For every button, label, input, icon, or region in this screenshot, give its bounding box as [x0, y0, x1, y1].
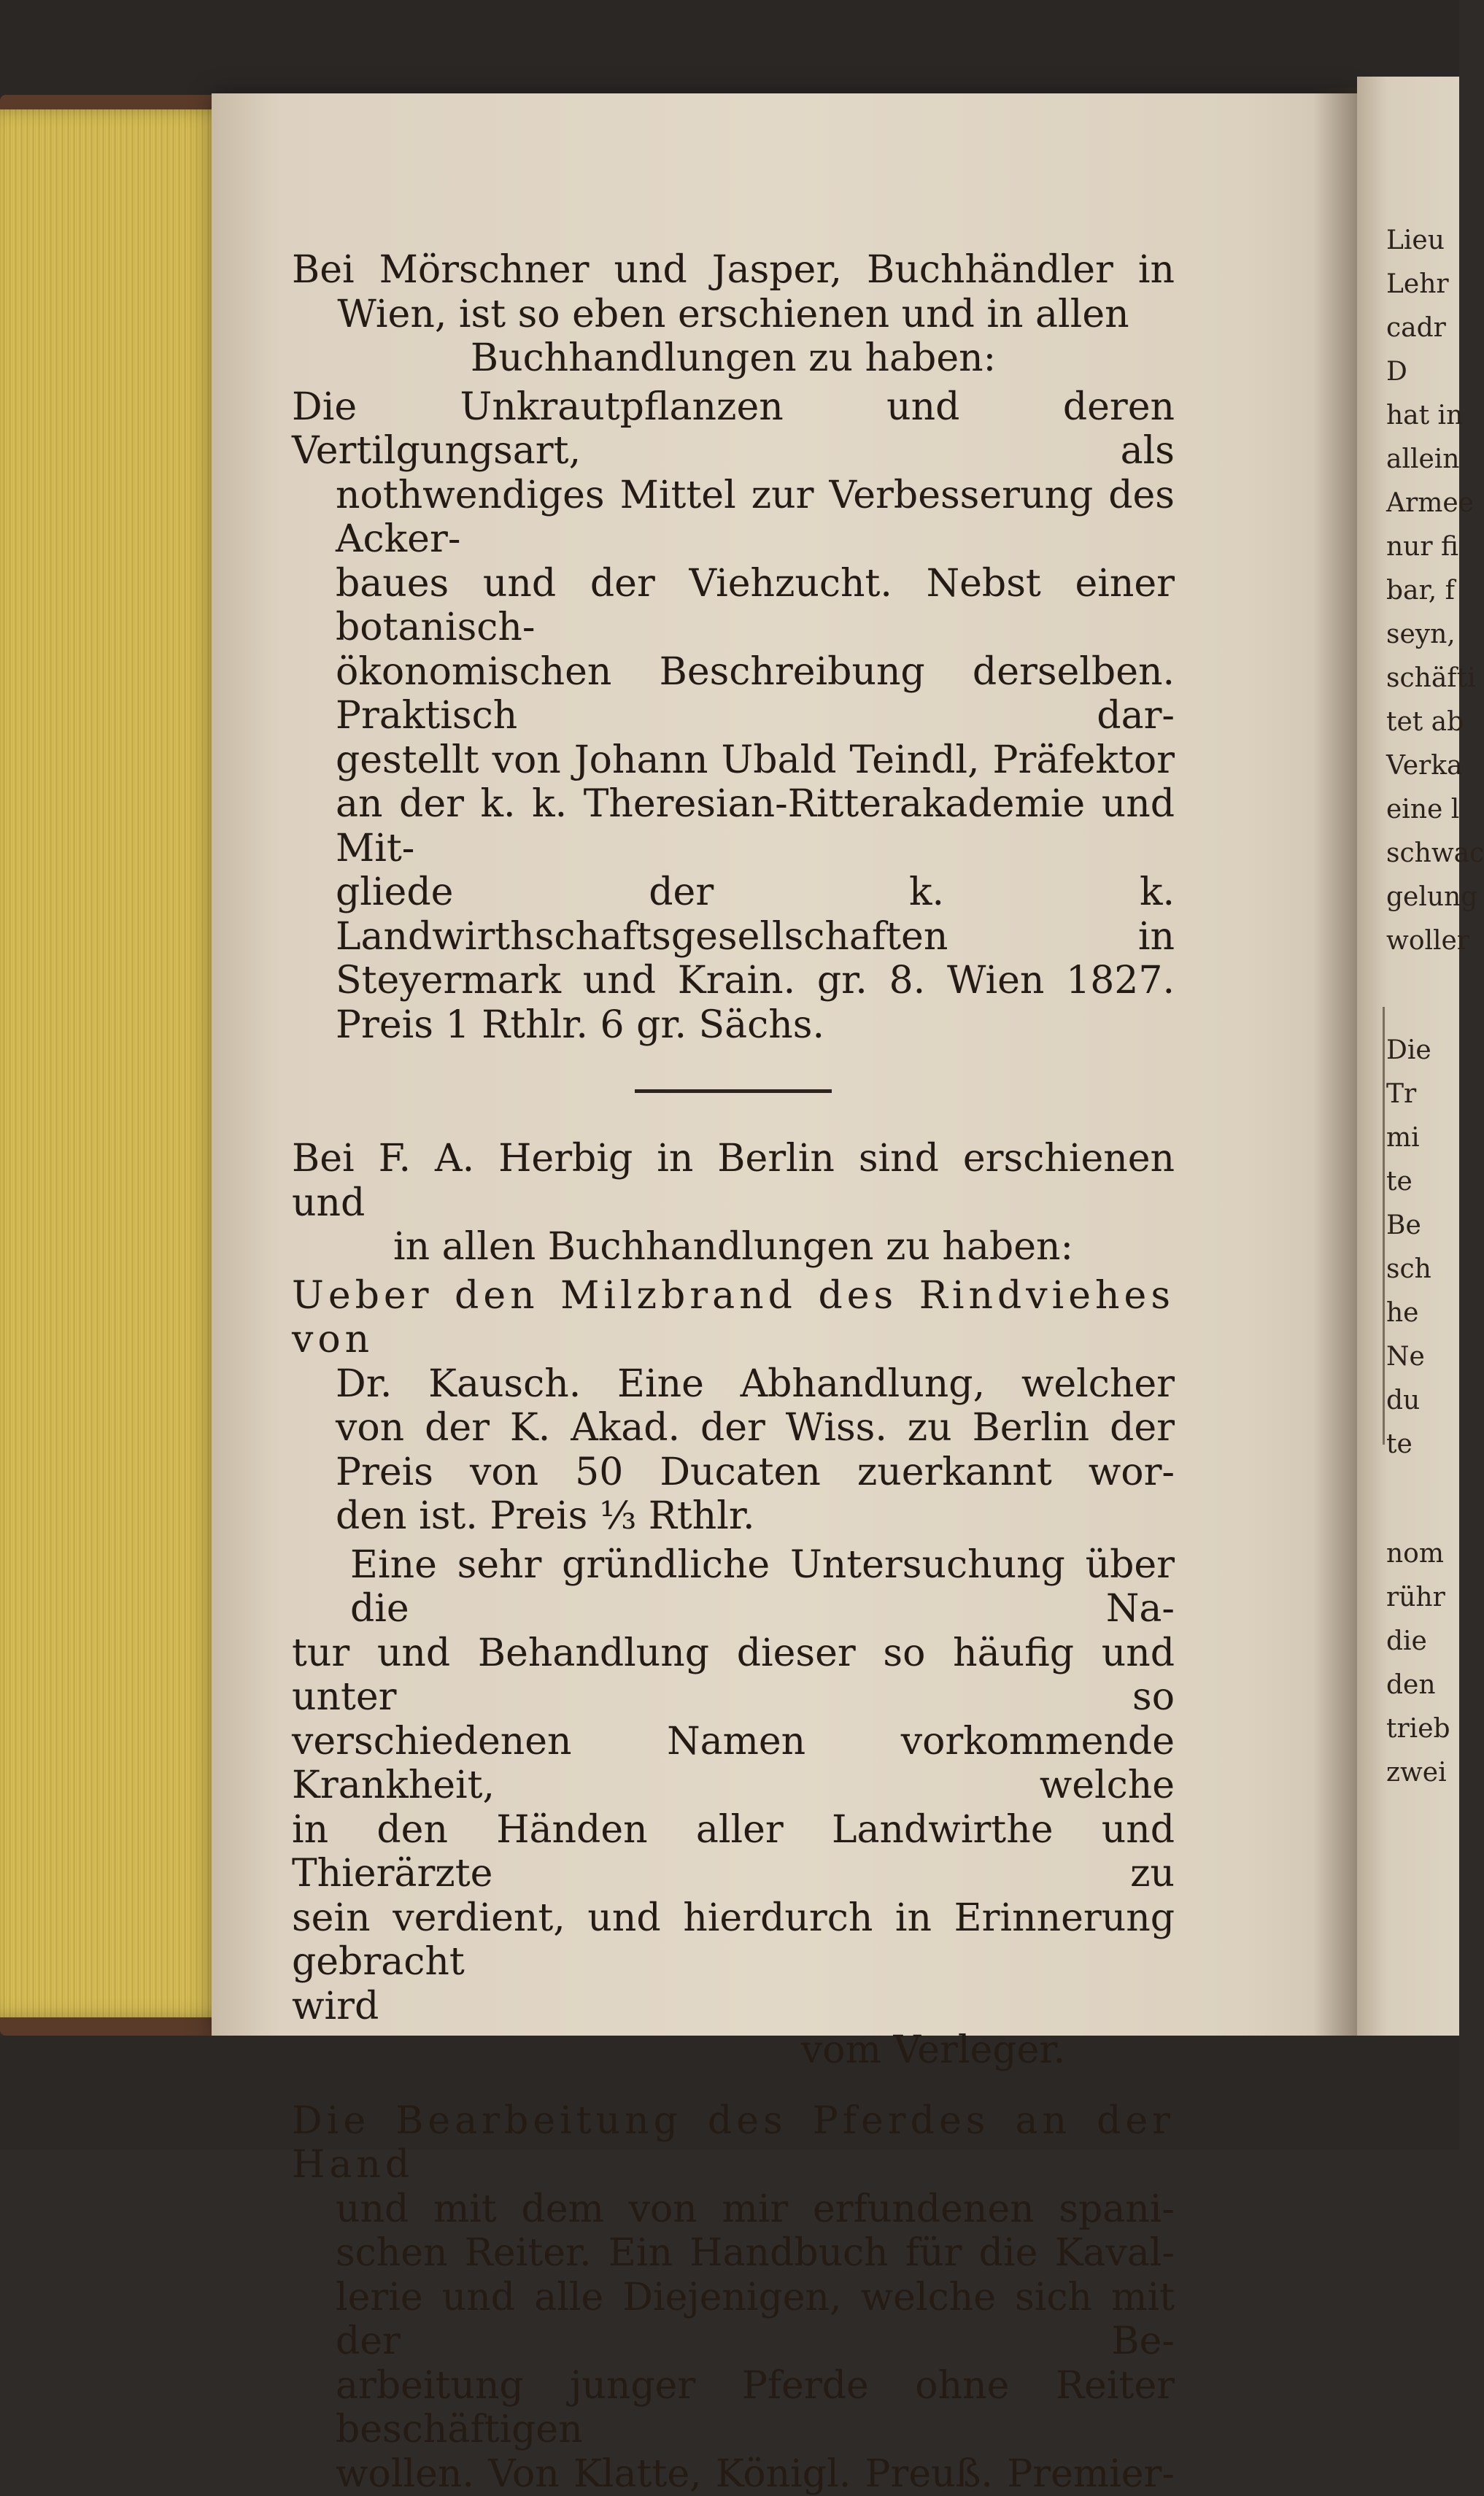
- right-line: Verka: [1386, 744, 1459, 788]
- ad1-book-entry: [292, 385, 1175, 1048]
- book-cover-top: [0, 0, 1459, 102]
- right-line: gelung: [1386, 876, 1459, 919]
- right-line: te: [1386, 1423, 1459, 1467]
- ad2-entry1-line: den ist. Preis ⅓ Rthlr.: [292, 1494, 1175, 1539]
- right-line: Armee: [1386, 482, 1459, 525]
- ad2-paragraph-line: in den Händen aller Landwirthe und Thierärzte zu: [292, 1808, 1175, 1896]
- right-line: mi: [1386, 1116, 1459, 1160]
- ad1-entry-line: nothwendiges Mittel zur Verbesserung des Acker-: [292, 474, 1175, 562]
- page-edges: [0, 109, 233, 2017]
- ad1-heading: [292, 248, 1175, 381]
- ad2-paragraph-line: wird: [292, 1985, 1175, 2029]
- ad2-paragraph-line: sein verdient, und hierdurch in Erinnerung gebracht: [292, 1896, 1175, 1985]
- ad2-review-paragraph: [292, 1543, 1175, 2029]
- right-line: schäfti: [1386, 657, 1459, 700]
- ad1-entry-line: baues und der Viehzucht. Nebst einer botanisch-: [292, 562, 1175, 650]
- right-line: schwac: [1386, 832, 1459, 876]
- right-line: zwei: [1386, 1751, 1459, 1795]
- ad1-entry-line: Steyermark und Krain. gr. 8. Wien 1827.: [292, 959, 1175, 1003]
- right-line: eine l: [1386, 788, 1459, 832]
- ad2-heading: [292, 1137, 1175, 1270]
- ad2-entry1-line: Ueber den Milzbrand des Rindviehes von: [292, 1274, 1175, 1362]
- ad2-heading-line: in allen Buchhandlungen zu haben:: [292, 1225, 1175, 1270]
- right-page-text: [1386, 219, 1459, 1795]
- right-line: die: [1386, 1620, 1459, 1664]
- right-line: Ne: [1386, 1335, 1459, 1379]
- right-line: trieb: [1386, 1707, 1459, 1751]
- right-line: Lieu: [1386, 219, 1459, 263]
- ad2-paragraph-line: verschiedenen Namen vorkommende Krankheit, welche: [292, 1720, 1175, 1808]
- ad1-entry-line: ökonomischen Beschreibung derselben. Praktisch dar-: [292, 650, 1175, 738]
- ad2-paragraph-line: tur und Behandlung dieser so häufig und unter so: [292, 1631, 1175, 1720]
- right-line: D: [1386, 350, 1459, 394]
- ad1-entry-line: an der k. k. Theresian-Ritterakademie und Mit-: [292, 782, 1175, 870]
- ad1-entry-line: Die Unkrautpflanzen und deren Vertilgungsart, als: [292, 385, 1175, 474]
- right-page-rule: [1383, 1007, 1385, 1445]
- ad2-entry1-line: von der K. Akad. der Wiss. zu Berlin der: [292, 1406, 1175, 1450]
- ad1-entry-line: gliede der k. k. Landwirthschaftsgesellschaften in: [292, 870, 1175, 959]
- right-line: seyn,: [1386, 613, 1459, 657]
- ad1-entry-line: gestellt von Johann Ubald Teindl, Präfektor: [292, 738, 1175, 783]
- ad2-entry2-line: lerie und alle Diejenigen, welche sich mit der Be-: [292, 2276, 1175, 2364]
- ad2-entry2-line: und mit dem von mir erfundenen spani-: [292, 2187, 1175, 2232]
- right-line: tet ab: [1386, 700, 1459, 744]
- right-line: cadr: [1386, 306, 1459, 350]
- ad2-book-entry-2: [292, 2099, 1175, 2496]
- right-line: woller: [1386, 919, 1459, 963]
- right-line: Tr: [1386, 1073, 1459, 1116]
- right-line: Lehr: [1386, 263, 1459, 306]
- ad2-book-entry-1: [292, 1274, 1175, 1539]
- right-line: allein: [1386, 438, 1459, 482]
- section-divider: [635, 1089, 832, 1093]
- right-line: Be: [1386, 1204, 1459, 1248]
- right-line: he: [1386, 1291, 1459, 1335]
- right-line: hat in: [1386, 394, 1459, 438]
- ad2-paragraph-line: Eine sehr gründliche Untersuchung über die Na-: [292, 1543, 1175, 1631]
- ad2-entry2-line: arbeitung junger Pferde ohne Reiter beschäftigen: [292, 2364, 1175, 2452]
- ad1-heading-line: Wien, ist so eben erschienen und in allen: [292, 293, 1175, 337]
- main-text-column: [292, 248, 1175, 2496]
- right-line: du: [1386, 1379, 1459, 1423]
- right-line: sch: [1386, 1248, 1459, 1291]
- ad2-entry2-line: schen Reiter. Ein Handbuch für die Kaval-: [292, 2231, 1175, 2276]
- ad1-heading-line: Bei Mörschner und Jasper, Buchhändler in: [292, 248, 1175, 293]
- ad1-entry-line: Preis 1 Rthlr. 6 gr. Sächs.: [292, 1003, 1175, 1048]
- ad2-entry2-line: wollen. Von Klatte, Königl. Preuß. Premier-: [292, 2452, 1175, 2496]
- right-line: nur fi: [1386, 525, 1459, 569]
- ad2-entry2-line: Die Bearbeitung des Pferdes an der Hand: [292, 2099, 1175, 2187]
- right-line: nom: [1386, 1532, 1459, 1576]
- publisher-signature: vom Verleger.: [292, 2028, 1175, 2073]
- right-line: Die: [1386, 1029, 1459, 1073]
- ad2-entry1-line: Dr. Kausch. Eine Abhandlung, welcher: [292, 1362, 1175, 1407]
- ad2-entry1-line: Preis von 50 Ducaten zuerkannt wor-: [292, 1450, 1175, 1495]
- right-line: den: [1386, 1664, 1459, 1707]
- right-line: te: [1386, 1160, 1459, 1204]
- ad1-heading-line: Buchhandlungen zu haben:: [292, 336, 1175, 381]
- ad2-heading-line: Bei F. A. Herbig in Berlin sind erschienen und: [292, 1137, 1175, 1225]
- right-line: rühr: [1386, 1576, 1459, 1620]
- right-line: bar, f: [1386, 569, 1459, 613]
